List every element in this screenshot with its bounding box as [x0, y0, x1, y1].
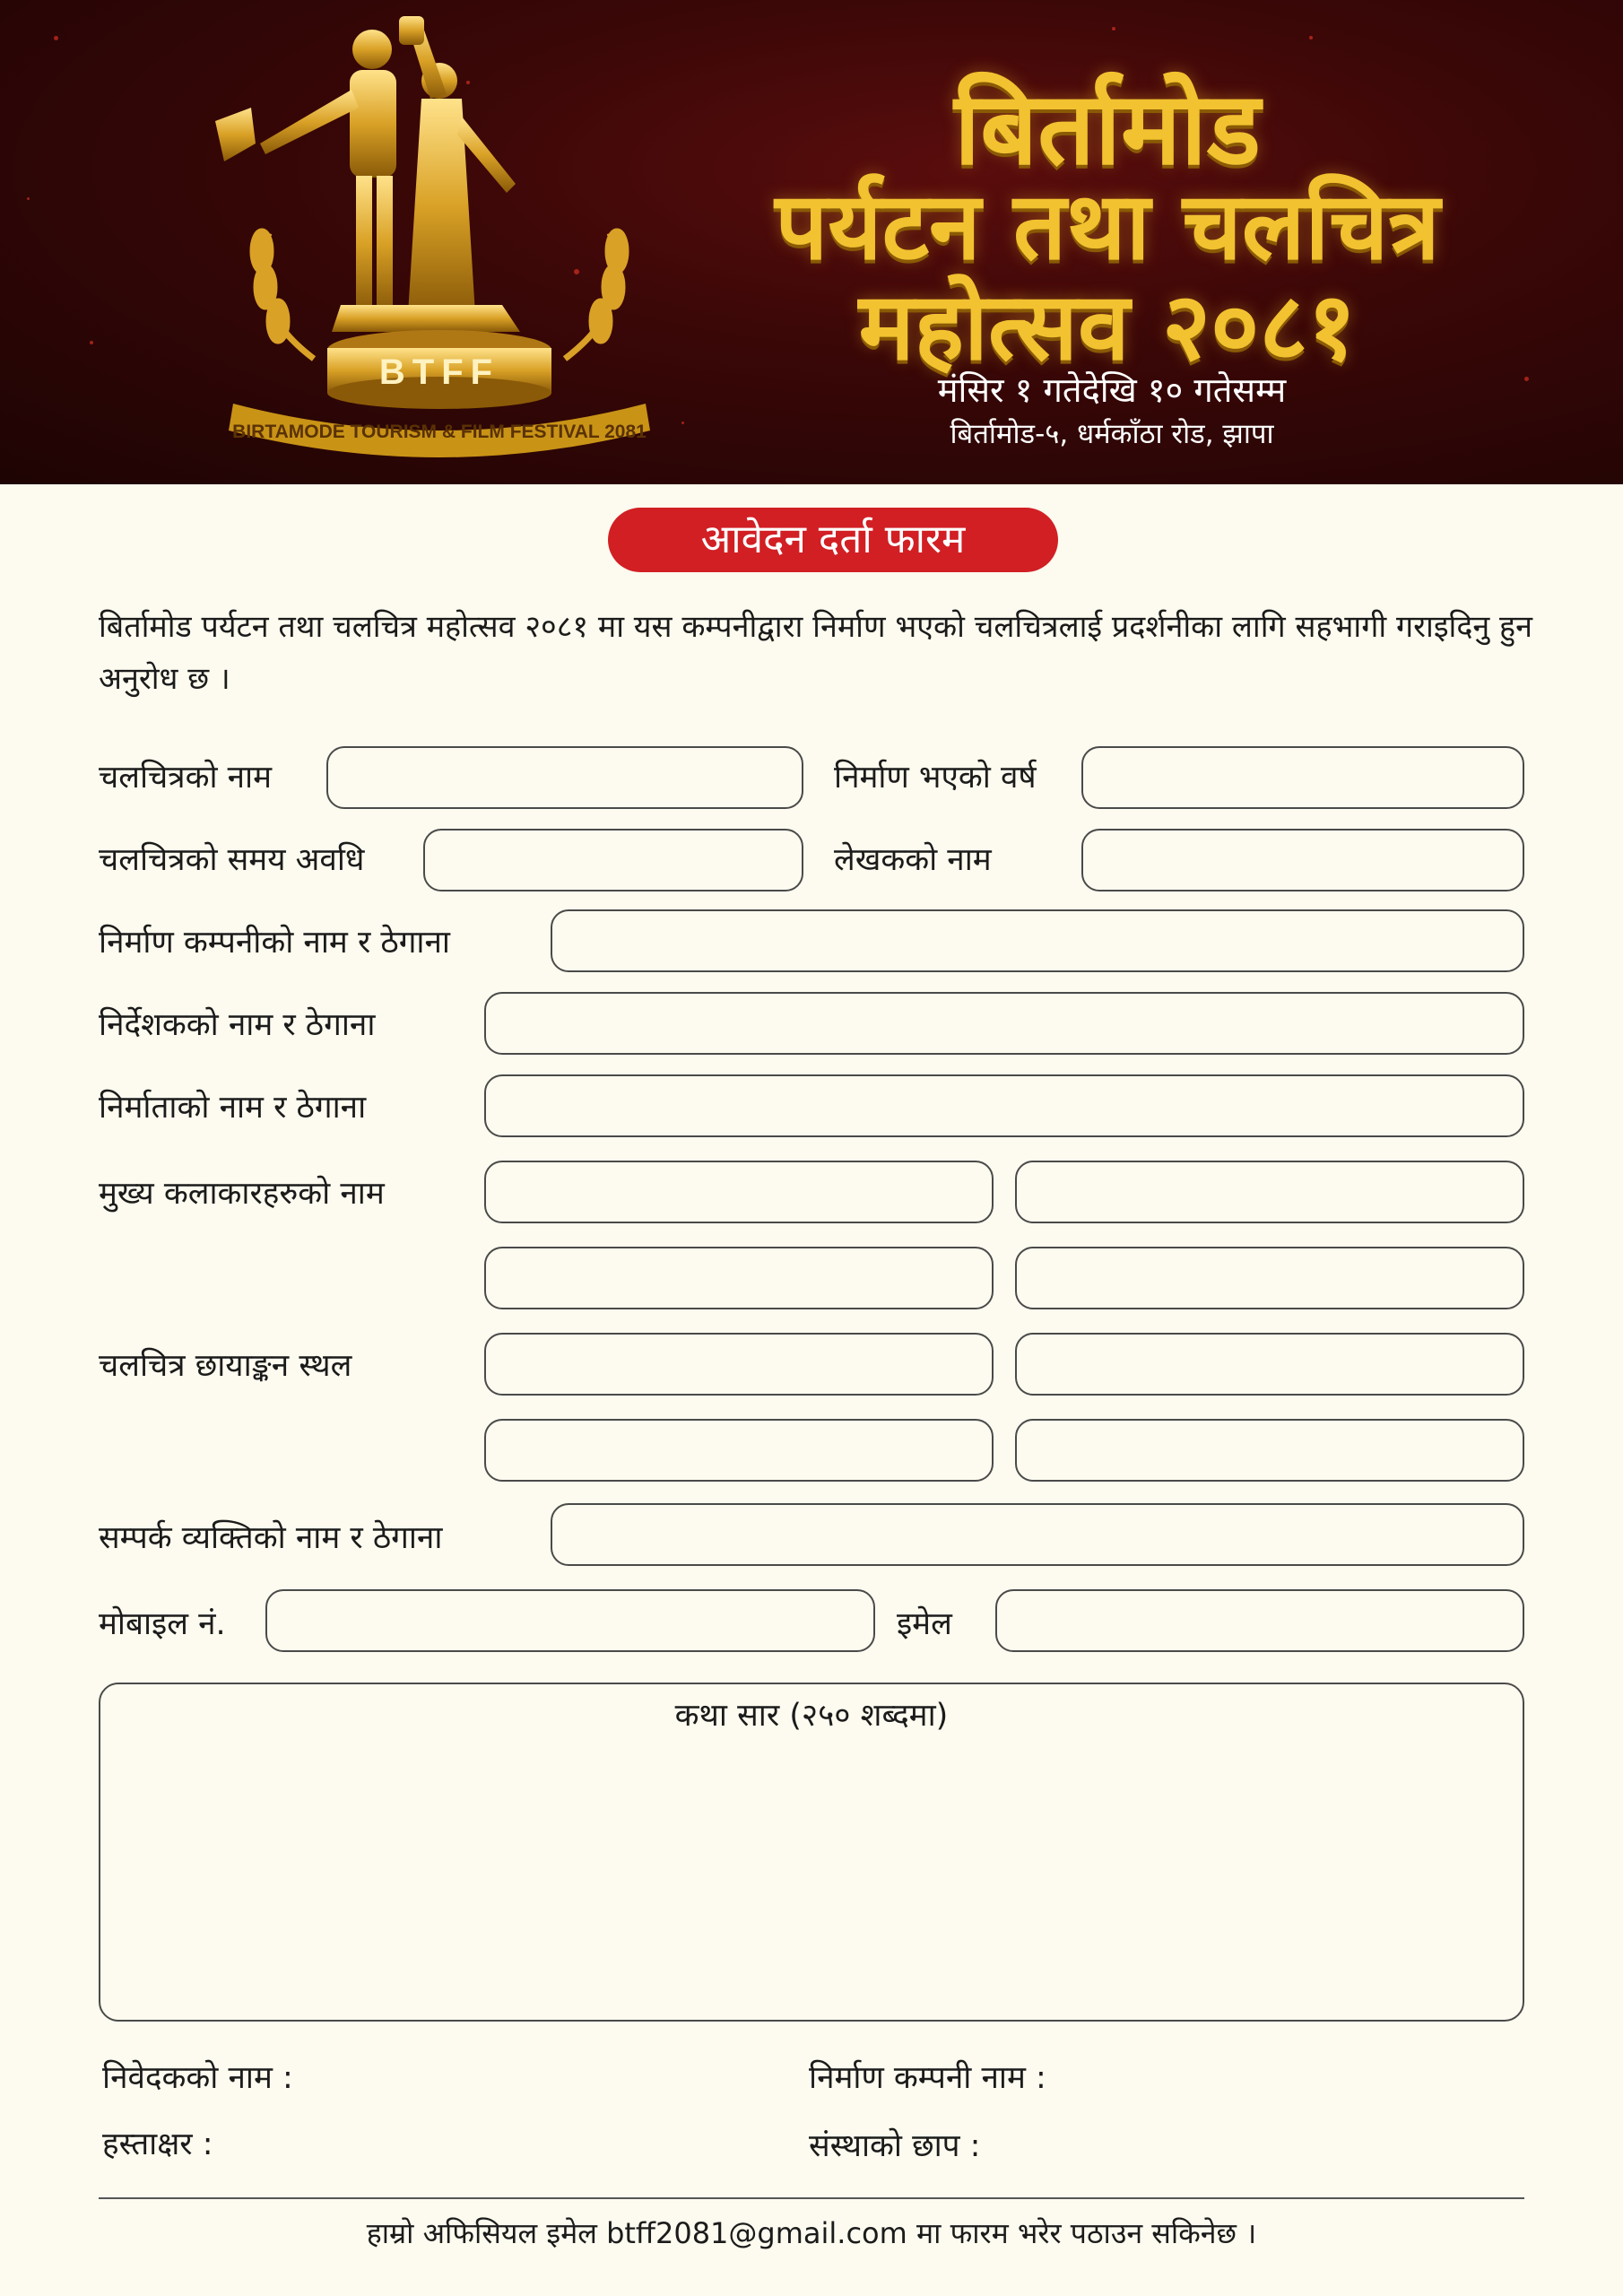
artist-field-1[interactable]: [484, 1161, 994, 1223]
artist-field-2[interactable]: [1015, 1161, 1524, 1223]
header-banner: [0, 0, 1623, 484]
location-field-2[interactable]: [1015, 1333, 1524, 1396]
email-field[interactable]: [995, 1589, 1524, 1652]
festival-logo: [206, 9, 673, 466]
festival-title-line-1: बिर्तामोड: [954, 71, 1261, 187]
film-name-label: चलचित्रको नाम: [99, 760, 273, 796]
footer-note: हाम्रो अफिसियल इमेल btff2081@gmail.com मा फारम भरेर पठाउन सकिनेछ ।: [366, 2216, 1257, 2250]
footer-divider: [99, 2197, 1524, 2199]
mobile-label: मोबाइल नं.: [99, 1606, 226, 1642]
mobile-field[interactable]: [265, 1589, 875, 1652]
year-label: निर्माण भएको वर्ष: [834, 760, 1037, 796]
festival-venue: बिर्तामोड-५, धर्मकाँठा रोड, झापा: [950, 418, 1274, 450]
festival-title-line-2: पर्यटन तथा चलचित्र: [775, 171, 1440, 281]
company-field[interactable]: [551, 909, 1524, 972]
contact-field[interactable]: [551, 1503, 1524, 1566]
logo-ribbon-text: BIRTAMODE TOURISM & FILM FESTIVAL 2081: [232, 422, 647, 442]
writer-label: लेखकको नाम: [834, 842, 992, 878]
producer-field[interactable]: [484, 1074, 1524, 1137]
locations-label: चलचित्र छायाङ्कन स्थल: [99, 1348, 352, 1384]
duration-field[interactable]: [423, 829, 803, 891]
company-label: निर्माण कम्पनीको नाम र ठेगाना: [99, 925, 450, 961]
email-label: इमेल: [897, 1606, 952, 1642]
artist-field-4[interactable]: [1015, 1247, 1524, 1309]
director-field[interactable]: [484, 992, 1524, 1055]
film-name-field[interactable]: [326, 746, 803, 809]
contact-label: सम्पर्क व्यक्तिको नाम र ठेगाना: [99, 1520, 443, 1556]
signature-label: हस्ताक्षर :: [102, 2126, 213, 2162]
logo-badge-text: BTFF: [378, 352, 500, 392]
year-field[interactable]: [1081, 746, 1524, 809]
duration-label: चलचित्रको समय अवधि: [99, 842, 365, 878]
artists-label: मुख्य कलाकारहरुको नाम: [99, 1176, 385, 1212]
writer-field[interactable]: [1081, 829, 1524, 891]
form-intro-text: बिर्तामोड पर्यटन तथा चलचित्र महोत्सव २०८१ मा यस कम्पनीद्वारा निर्माण भएको चलचित्रलाई प्रदर्शनीका लागि सहभागी गराइदिनु हुन अनुरोध छ ।: [99, 609, 1532, 697]
director-label: निर्देशकको नाम र ठेगाना: [99, 1007, 376, 1043]
festival-title-line-3: महोत्सव २०८१: [858, 272, 1357, 381]
location-field-4[interactable]: [1015, 1419, 1524, 1482]
artist-field-3[interactable]: [484, 1247, 994, 1309]
story-synopsis-area[interactable]: [99, 1683, 1524, 2022]
producer-label: निर्माताको नाम र ठेगाना: [99, 1090, 367, 1126]
company-name-label: निर्माण कम्पनी नाम :: [809, 2060, 1046, 2096]
location-field-3[interactable]: [484, 1419, 994, 1482]
form-heading: आवेदन दर्ता फारम: [608, 508, 1058, 572]
festival-dates: मंसिर १ गतेदेखि १० गतेसम्म: [937, 370, 1287, 410]
stamp-label: संस्थाको छाप :: [809, 2128, 981, 2164]
applicant-name-label: निवेदकको नाम :: [102, 2060, 293, 2096]
story-synopsis-title: कथा सार (२५० शब्दमा): [674, 1698, 949, 1734]
location-field-1[interactable]: [484, 1333, 994, 1396]
